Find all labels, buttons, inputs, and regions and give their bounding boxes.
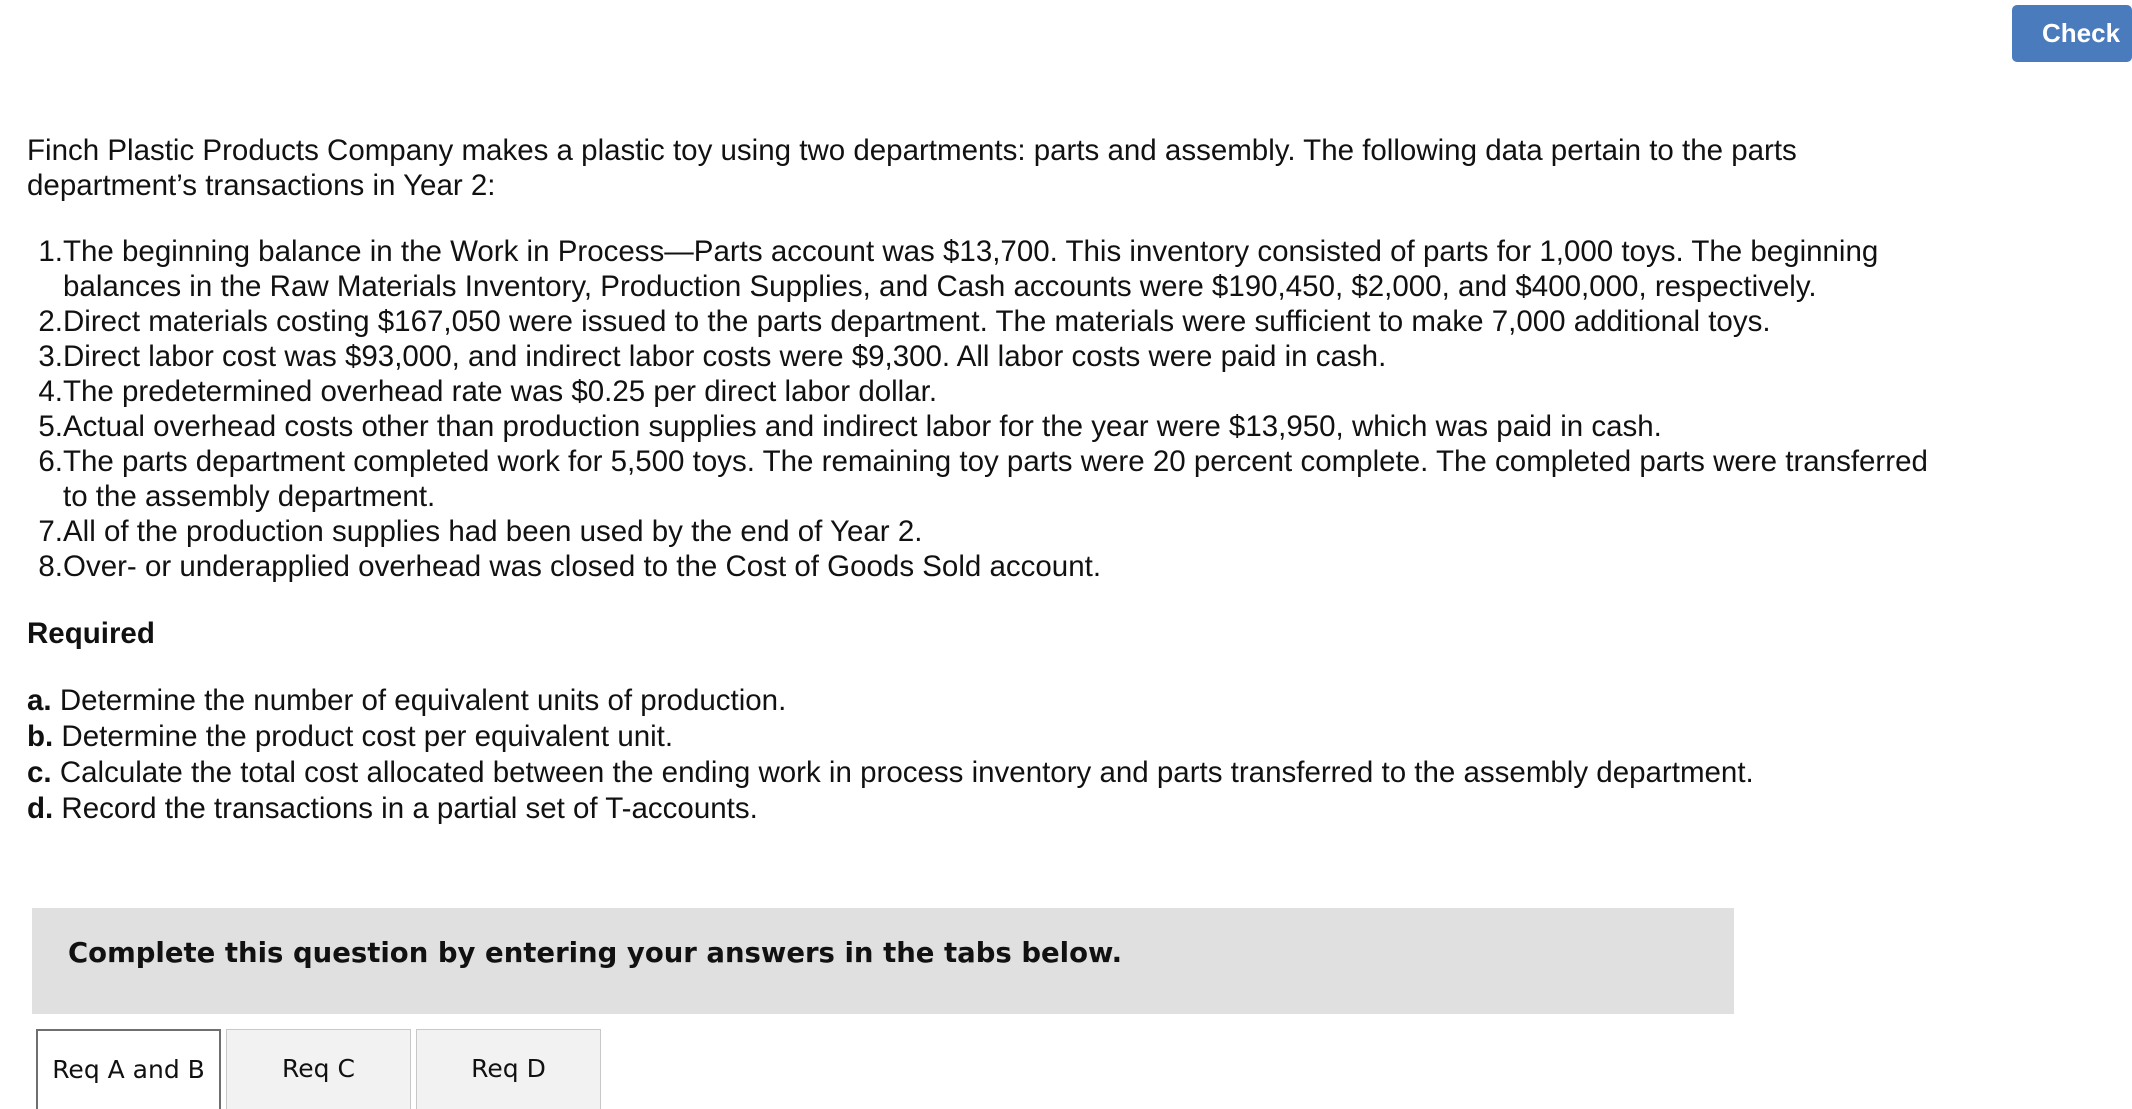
problem-content [27,133,1947,827]
transaction-item [27,339,1947,374]
answer-tabs [36,1029,606,1109]
item-text: All of the production supplies had been used by the end of Year 2. [63,515,923,548]
item-number: 3. [38,340,63,373]
required-heading: Required [27,617,155,650]
transaction-item [27,374,1947,409]
item-number: 6. [38,445,63,478]
requirement-letter: a. [27,684,52,717]
item-text: Direct materials costing $167,050 were issued to the parts department. The materials were sufficient to make 7,000 additional toys. [63,305,1771,338]
requirement-text: Determine the number of equivalent units of production. [59,684,787,717]
item-text: The parts department completed work for 5,500 toys. The remaining toy parts were 20 percent complete. The completed parts were transferred to the assembly department. [63,445,1928,513]
requirement-item [27,683,1947,719]
requirement-item [27,791,1947,827]
problem-intro: Finch Plastic Products Company makes a plastic toy using two departments: parts and assembly. The following data pertain to the parts department’s transactions in Year 2: [27,134,1797,202]
transaction-item [27,234,1947,304]
requirement-text: Determine the product cost per equivalent unit. [61,720,674,753]
item-text: Direct labor cost was $93,000, and indirect labor costs were $9,300. All labor costs were paid in cash. [63,340,1387,373]
item-number: 4. [38,375,63,408]
requirements-list [27,683,1947,827]
requirement-text: Calculate the total cost allocated between the ending work in process inventory and parts transferred to the assembly department. [59,756,1754,789]
requirement-item [27,755,1947,791]
requirement-letter: b. [27,720,54,753]
requirement-text: Record the transactions in a partial set of T-accounts. [61,792,758,825]
transaction-item [27,549,1947,584]
transaction-list [27,234,1947,584]
requirement-letter: d. [27,792,54,825]
tab-req-d[interactable]: Req D [416,1029,601,1109]
item-number: 8. [38,550,63,583]
tab-req-a-and-b[interactable]: Req A and B [36,1029,221,1109]
item-text: Over- or underapplied overhead was closed to the Cost of Goods Sold account. [63,550,1102,583]
item-text: The predetermined overhead rate was $0.25 per direct labor dollar. [63,375,938,408]
requirement-item [27,719,1947,755]
tab-req-c[interactable]: Req C [226,1029,411,1109]
item-number: 5. [38,410,63,443]
transaction-item [27,514,1947,549]
item-number: 1. [38,235,63,268]
item-number: 7. [38,515,63,548]
transaction-item [27,444,1947,514]
requirement-letter: c. [27,756,52,789]
check-button[interactable]: Check [2012,5,2132,62]
item-text: Actual overhead costs other than production supplies and indirect labor for the year were $13,950, which was paid in cash. [63,410,1662,443]
item-number: 2. [38,305,63,338]
transaction-item [27,409,1947,444]
item-text: The beginning balance in the Work in Process—Parts account was $13,700. This inventory consisted of parts for 1,000 toys. The beginning balances in the Raw Materials Inventory, Production Supplies, and Cash accounts were $190,450, $2,000, and $400,000, respectively. [63,235,1879,303]
instruction-banner: Complete this question by entering your answers in the tabs below. [32,908,1734,1014]
transaction-item [27,304,1947,339]
